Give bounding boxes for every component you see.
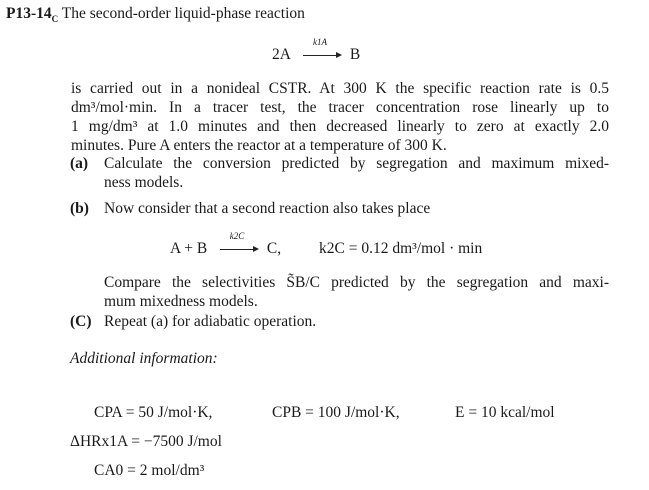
part-a-label: (a)	[70, 155, 89, 172]
reaction-1	[272, 37, 361, 64]
part-b-text: Now consider that a second reaction also takes place	[104, 200, 431, 217]
rate-constant-k2c: k2C	[229, 231, 245, 241]
reaction-arrow-icon	[217, 231, 257, 258]
part-b-label: (b)	[70, 200, 89, 217]
part-a-line: Calculate the conversion predicted by segregation and maximum mixed-	[104, 155, 609, 172]
part-a-line: ness models.	[104, 174, 184, 191]
additional-info-heading: Additional information:	[70, 350, 218, 367]
part-b-line: mum mixedness models.	[104, 293, 258, 310]
activation-energy: E = 10 kcal/mol	[455, 404, 555, 421]
paragraph-line: dm³/mol·min. In a tracer test, the tracer concentration rose linearly up to	[71, 99, 609, 116]
problem-number: $P13-14_C$	[6, 5, 59, 25]
paragraph-line: 1 mg/dm³ at 1.0 minutes and then decreased linearly to zero at exactly 2.0	[71, 118, 609, 135]
cpa-value: CPA = 50 J/mol·K,	[94, 404, 213, 421]
paragraph-line: is carried out in a nonideal CSTR. At 300 K the specific reaction rate is 0.5	[71, 80, 609, 97]
heat-of-reaction: ΔHRx1A = −7500 J/mol	[70, 433, 222, 450]
paragraph-line: minutes. Pure A enters the reactor at a temperature of 300 K.	[71, 137, 447, 154]
part-c-text: Repeat (a) for adiabatic operation.	[104, 313, 317, 330]
reactant: 2A	[272, 46, 291, 63]
part-c-label: (C)	[70, 313, 92, 330]
cpb-value: CPB = 100 J/mol·K,	[272, 404, 400, 421]
ca0-value: CA0 = 2 mol/dm³	[94, 462, 205, 479]
problem-header	[6, 5, 305, 23]
reactants: A + B	[170, 240, 208, 257]
product: B	[349, 46, 361, 63]
part-b-line: Compare the selectivities S̃B/C predicted by the segregation and maxi-	[104, 274, 609, 291]
reaction-arrow-icon	[300, 37, 340, 64]
product: C,	[266, 240, 282, 257]
problem-intro: The second-order liquid-phase reaction	[61, 5, 305, 22]
k2c-value: k2C = 0.12 dm³/mol · min	[319, 240, 483, 257]
reaction-2	[170, 231, 483, 258]
rate-constant-k1a: k1A	[312, 37, 327, 47]
